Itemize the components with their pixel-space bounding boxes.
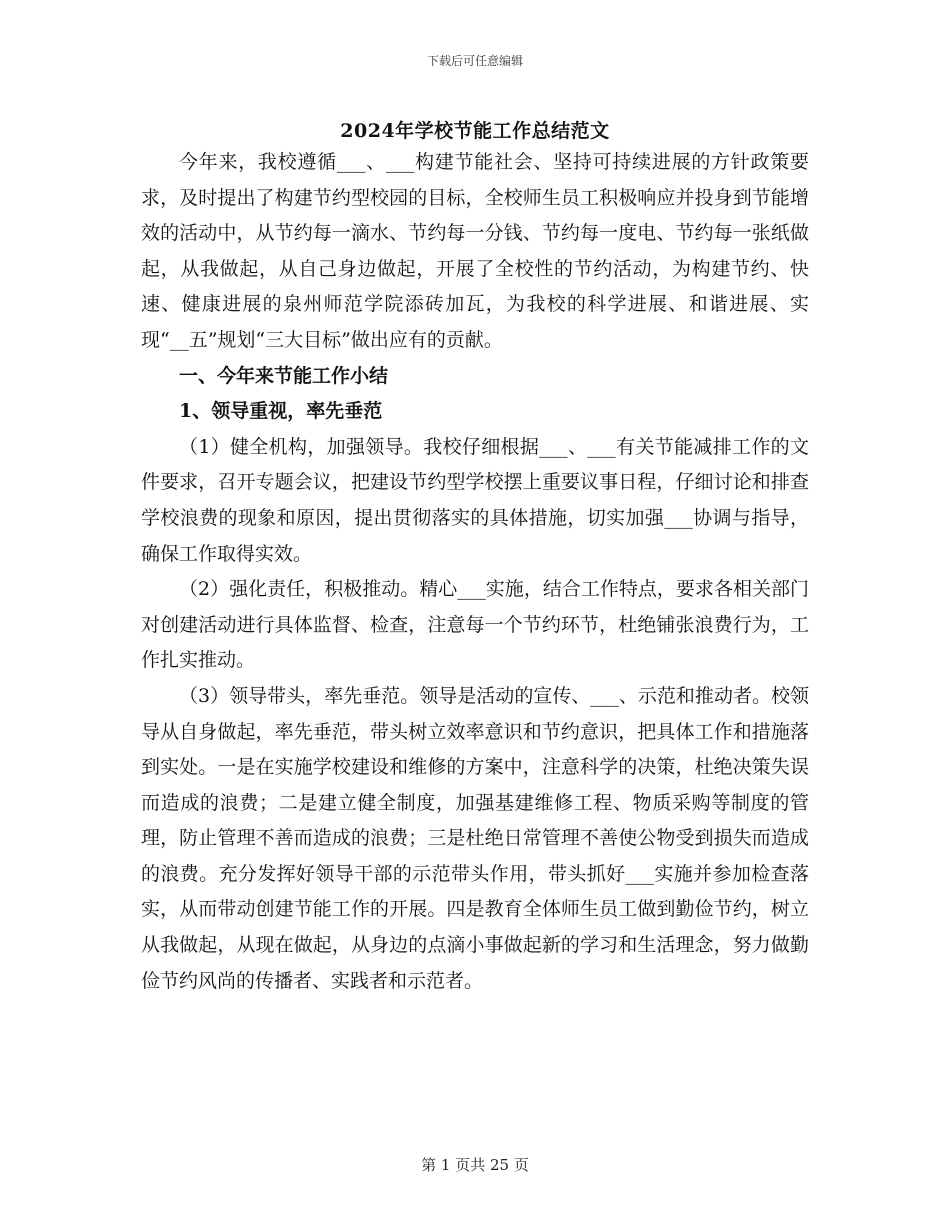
body-paragraph: （2）强化责任，积极推动。精心___实施，结合工作特点，要求各相关部门对创建活动进行具体监督、检查，注意每一个节约环节，杜绝铺张浪费行为，工作扎实推动。 <box>141 578 809 672</box>
subsection-heading: 1、领导重视，率先垂范 <box>179 400 383 423</box>
intro-paragraph: 今年来，我校遵循___、___构建节能社会、坚持可持续进展的方针政策要求，及时提出了构建节约型校园的目标，全校师生员工积极响应并投身到节能增效的活动中，从节约每一滴水、节约每一分钱、节约每一度电、节约每一张纸做起，从我做起，从自己身边做起，开展了全校性的节约活动，为构建节约、快速、健康进展的泉州师范学院添砖加瓦，为我校的科学进展、和谐进展、实现“__五”规划“三大目标”做出应有的贡献。 <box>141 151 809 351</box>
section-heading: 一、今年来节能工作小结 <box>179 364 389 387</box>
body-paragraph: （1）健全机构，加强领导。我校仔细根据___、___有关节能减排工作的文件要求，召开专题会议，把建设节约型学校摆上重要议事日程，仔细讨论和排查学校浪费的现象和原因，提出贯彻落实的具体措施，切实加强___协调与指导，确保工作取得实效。 <box>141 435 809 565</box>
page-number-footer: 第 1 页共 25 页 <box>421 1156 529 1174</box>
document-body <box>141 145 809 999</box>
page-header-note: 下载后可任意编辑 <box>426 54 523 68</box>
body-paragraph: （3）领导带头，率先垂范。领导是活动的宣传、___、示范和推动者。校领导从自身做起，率先垂范，带头树立效率意识和节约意识，把具体工作和措施落到实处。一是在实施学校建设和维修的方案中，注意科学的决策，杜绝决策失误而造成的浪费；二是建立健全制度，加强基建维修工程、物质采购等制度的管理，防止管理不善而造成的浪费；三是杜绝日常管理不善使公物受到损失而造成的浪费。充分发挥好领导干部的示范带头作用，带头抓好___实施并参加检查落实，从而带动创建节能工作的开展。四是教育全体师生员工做到勤俭节约，树立从我做起，从现在做起，从身边的点滴小事做起新的学习和生活理念，努力做勤俭节约风尚的传播者、实践者和示范者。 <box>141 684 809 992</box>
document-title: 2024年学校节能工作总结范文 <box>340 120 610 142</box>
